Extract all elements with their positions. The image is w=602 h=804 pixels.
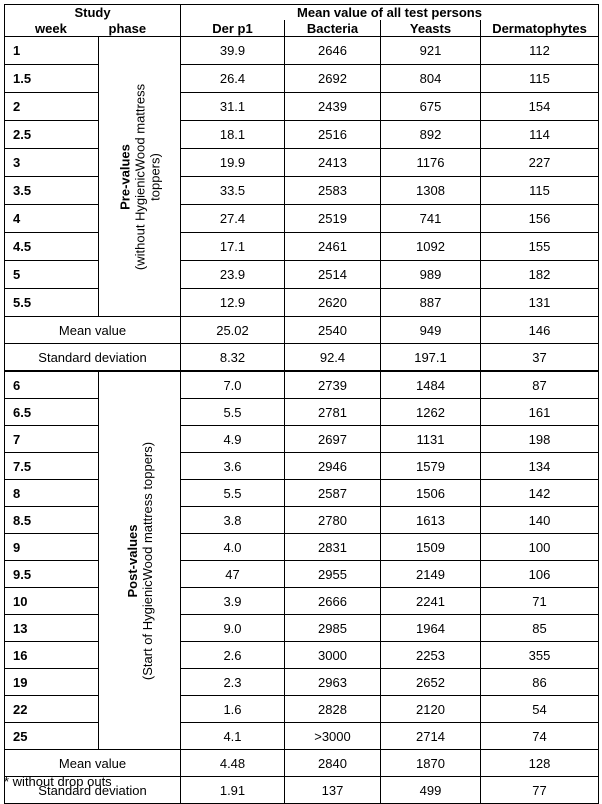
bacteria-value: 92.4	[285, 344, 381, 372]
derp1-value: 8.32	[181, 344, 285, 372]
bacteria-value: 3000	[285, 642, 381, 669]
derp1-value: 5.5	[181, 480, 285, 507]
yeasts-value: 804	[381, 65, 481, 93]
phase-subtitle-2: toppers)	[147, 152, 162, 201]
week-cell: 22	[5, 696, 99, 723]
derp1-value: 47	[181, 561, 285, 588]
bacteria-value: 2666	[285, 588, 381, 615]
derp1-value: 2.6	[181, 642, 285, 669]
dermatophytes-value: 155	[481, 233, 599, 261]
table-row	[5, 149, 599, 177]
week-cell: 4	[5, 205, 99, 233]
dermatophytes-value: 85	[481, 615, 599, 642]
yeasts-value: 1308	[381, 177, 481, 205]
derp1-value: 17.1	[181, 233, 285, 261]
yeasts-value: 1613	[381, 507, 481, 534]
bacteria-value: 2587	[285, 480, 381, 507]
bacteria-value: 2946	[285, 453, 381, 480]
week-cell: 6.5	[5, 399, 99, 426]
dermatophytes-value: 198	[481, 426, 599, 453]
derp1-value: 1.6	[181, 696, 285, 723]
dermatophytes-value: 86	[481, 669, 599, 696]
table-row	[5, 588, 599, 615]
derp1-value: 2.3	[181, 669, 285, 696]
yeasts-value: 2120	[381, 696, 481, 723]
col-header-dermatophytes: Dermatophytes	[481, 20, 599, 37]
dermatophytes-value: 140	[481, 507, 599, 534]
derp1-value: 5.5	[181, 399, 285, 426]
yeasts-value: 989	[381, 261, 481, 289]
table-row	[5, 642, 599, 669]
results-table	[4, 4, 599, 804]
yeasts-value: 949	[381, 317, 481, 344]
dermatophytes-value: 161	[481, 399, 599, 426]
derp1-value: 7.0	[181, 371, 285, 399]
table-row	[5, 37, 599, 65]
table-row	[5, 534, 599, 561]
derp1-value: 31.1	[181, 93, 285, 121]
bacteria-value: 2540	[285, 317, 381, 344]
phase-vertical-label	[125, 441, 155, 679]
dermatophytes-value: 156	[481, 205, 599, 233]
dermatophytes-value: 77	[481, 777, 599, 804]
dermatophytes-value: 146	[481, 317, 599, 344]
bacteria-value: 2461	[285, 233, 381, 261]
bacteria-value: 2583	[285, 177, 381, 205]
derp1-value: 12.9	[181, 289, 285, 317]
week-cell: 9.5	[5, 561, 99, 588]
week-cell: 8.5	[5, 507, 99, 534]
yeasts-value: 2714	[381, 723, 481, 750]
sd-row-label: Standard deviation	[5, 344, 181, 372]
group-title: Mean value of all test persons	[181, 5, 599, 21]
week-cell: 6	[5, 371, 99, 399]
week-cell: 9	[5, 534, 99, 561]
dermatophytes-value: 100	[481, 534, 599, 561]
derp1-value: 18.1	[181, 121, 285, 149]
week-cell: 3.5	[5, 177, 99, 205]
dermatophytes-value: 142	[481, 480, 599, 507]
yeasts-value: 1262	[381, 399, 481, 426]
phase-title: Post-values	[124, 524, 140, 597]
week-cell: 2.5	[5, 121, 99, 149]
bacteria-value: >3000	[285, 723, 381, 750]
week-cell: 7	[5, 426, 99, 453]
dermatophytes-value: 115	[481, 177, 599, 205]
yeasts-value: 499	[381, 777, 481, 804]
bacteria-value: 2413	[285, 149, 381, 177]
table-row	[5, 480, 599, 507]
derp1-value: 4.9	[181, 426, 285, 453]
table-row	[5, 177, 599, 205]
week-cell: 1.5	[5, 65, 99, 93]
yeasts-value: 1092	[381, 233, 481, 261]
bacteria-value: 2646	[285, 37, 381, 65]
bacteria-value: 2516	[285, 121, 381, 149]
derp1-value: 4.48	[181, 750, 285, 777]
yeasts-value: 2253	[381, 642, 481, 669]
week-cell: 8	[5, 480, 99, 507]
table-row	[5, 426, 599, 453]
week-cell: 1	[5, 37, 99, 65]
bacteria-value: 2514	[285, 261, 381, 289]
post-phase-label	[99, 371, 181, 750]
col-header-derp1: Der p1	[181, 20, 285, 37]
table-row	[5, 507, 599, 534]
derp1-value: 1.91	[181, 777, 285, 804]
yeasts-value: 1176	[381, 149, 481, 177]
mean-row-label: Mean value	[5, 750, 181, 777]
week-cell: 25	[5, 723, 99, 750]
table-row	[5, 289, 599, 317]
bacteria-value: 2955	[285, 561, 381, 588]
phase-subtitle: (Start of HygienicWood mattress toppers)	[139, 441, 155, 680]
yeasts-value: 741	[381, 205, 481, 233]
mean-row-label: Mean value	[5, 317, 181, 344]
phase-vertical-label	[117, 83, 162, 269]
bacteria-value: 2831	[285, 534, 381, 561]
yeasts-value: 1506	[381, 480, 481, 507]
table-row	[5, 93, 599, 121]
derp1-value: 4.0	[181, 534, 285, 561]
dermatophytes-value: 37	[481, 344, 599, 372]
dermatophytes-value: 128	[481, 750, 599, 777]
week-header: week	[5, 20, 99, 37]
table-row	[5, 615, 599, 642]
yeasts-value: 1509	[381, 534, 481, 561]
yeasts-value: 1870	[381, 750, 481, 777]
yeasts-value: 675	[381, 93, 481, 121]
derp1-value: 39.9	[181, 37, 285, 65]
table-row	[5, 696, 599, 723]
table-row	[5, 723, 599, 750]
bacteria-value: 2828	[285, 696, 381, 723]
dermatophytes-value: 87	[481, 371, 599, 399]
derp1-value: 25.02	[181, 317, 285, 344]
dermatophytes-value: 74	[481, 723, 599, 750]
week-cell: 7.5	[5, 453, 99, 480]
dermatophytes-value: 112	[481, 37, 599, 65]
week-cell: 13	[5, 615, 99, 642]
yeasts-value: 921	[381, 37, 481, 65]
bacteria-value: 2439	[285, 93, 381, 121]
dermatophytes-value: 154	[481, 93, 599, 121]
pre-mean-row	[5, 317, 599, 344]
bacteria-value: 2620	[285, 289, 381, 317]
table-row	[5, 399, 599, 426]
yeasts-value: 1964	[381, 615, 481, 642]
derp1-value: 3.9	[181, 588, 285, 615]
phase-header: phase	[99, 20, 181, 37]
derp1-value: 33.5	[181, 177, 285, 205]
week-cell: 10	[5, 588, 99, 615]
dermatophytes-value: 106	[481, 561, 599, 588]
week-cell: 3	[5, 149, 99, 177]
post-mean-row	[5, 750, 599, 777]
yeasts-value: 1484	[381, 371, 481, 399]
week-cell: 19	[5, 669, 99, 696]
phase-title: Pre-values	[117, 143, 132, 210]
col-header-yeasts: Yeasts	[381, 20, 481, 37]
table-row	[5, 561, 599, 588]
table-row	[5, 65, 599, 93]
dermatophytes-value: 355	[481, 642, 599, 669]
bacteria-value: 2739	[285, 371, 381, 399]
table-row	[5, 121, 599, 149]
yeasts-value: 197.1	[381, 344, 481, 372]
pre-phase-label	[99, 37, 181, 317]
table-row	[5, 261, 599, 289]
dermatophytes-value: 131	[481, 289, 599, 317]
yeasts-value: 2241	[381, 588, 481, 615]
derp1-value: 4.1	[181, 723, 285, 750]
week-cell: 16	[5, 642, 99, 669]
yeasts-value: 1131	[381, 426, 481, 453]
yeasts-value: 1579	[381, 453, 481, 480]
bacteria-value: 2985	[285, 615, 381, 642]
derp1-value: 3.8	[181, 507, 285, 534]
week-cell: 5	[5, 261, 99, 289]
dermatophytes-value: 227	[481, 149, 599, 177]
week-cell: 2	[5, 93, 99, 121]
derp1-value: 9.0	[181, 615, 285, 642]
table-row	[5, 205, 599, 233]
derp1-value: 23.9	[181, 261, 285, 289]
pre-sd-row	[5, 344, 599, 372]
dermatophytes-value: 115	[481, 65, 599, 93]
bacteria-value: 2840	[285, 750, 381, 777]
bacteria-value: 2781	[285, 399, 381, 426]
footnote: * without drop outs	[4, 774, 112, 789]
bacteria-value: 2519	[285, 205, 381, 233]
bacteria-value: 2963	[285, 669, 381, 696]
bacteria-value: 137	[285, 777, 381, 804]
week-cell: 4.5	[5, 233, 99, 261]
yeasts-value: 887	[381, 289, 481, 317]
col-header-bacteria: Bacteria	[285, 20, 381, 37]
sd-row-label: Standard deviation	[5, 777, 181, 804]
derp1-value: 26.4	[181, 65, 285, 93]
table-row	[5, 371, 599, 399]
yeasts-value: 2652	[381, 669, 481, 696]
derp1-value: 19.9	[181, 149, 285, 177]
yeasts-value: 892	[381, 121, 481, 149]
phase-subtitle: (without HygienicWood mattress	[132, 83, 147, 270]
bacteria-value: 2692	[285, 65, 381, 93]
table-row	[5, 453, 599, 480]
dermatophytes-value: 71	[481, 588, 599, 615]
dermatophytes-value: 54	[481, 696, 599, 723]
bacteria-value: 2697	[285, 426, 381, 453]
dermatophytes-value: 114	[481, 121, 599, 149]
week-cell: 5.5	[5, 289, 99, 317]
dermatophytes-value: 182	[481, 261, 599, 289]
derp1-value: 27.4	[181, 205, 285, 233]
yeasts-value: 2149	[381, 561, 481, 588]
table-row	[5, 669, 599, 696]
dermatophytes-value: 134	[481, 453, 599, 480]
derp1-value: 3.6	[181, 453, 285, 480]
bacteria-value: 2780	[285, 507, 381, 534]
table-row	[5, 233, 599, 261]
study-header: Study	[5, 5, 181, 21]
